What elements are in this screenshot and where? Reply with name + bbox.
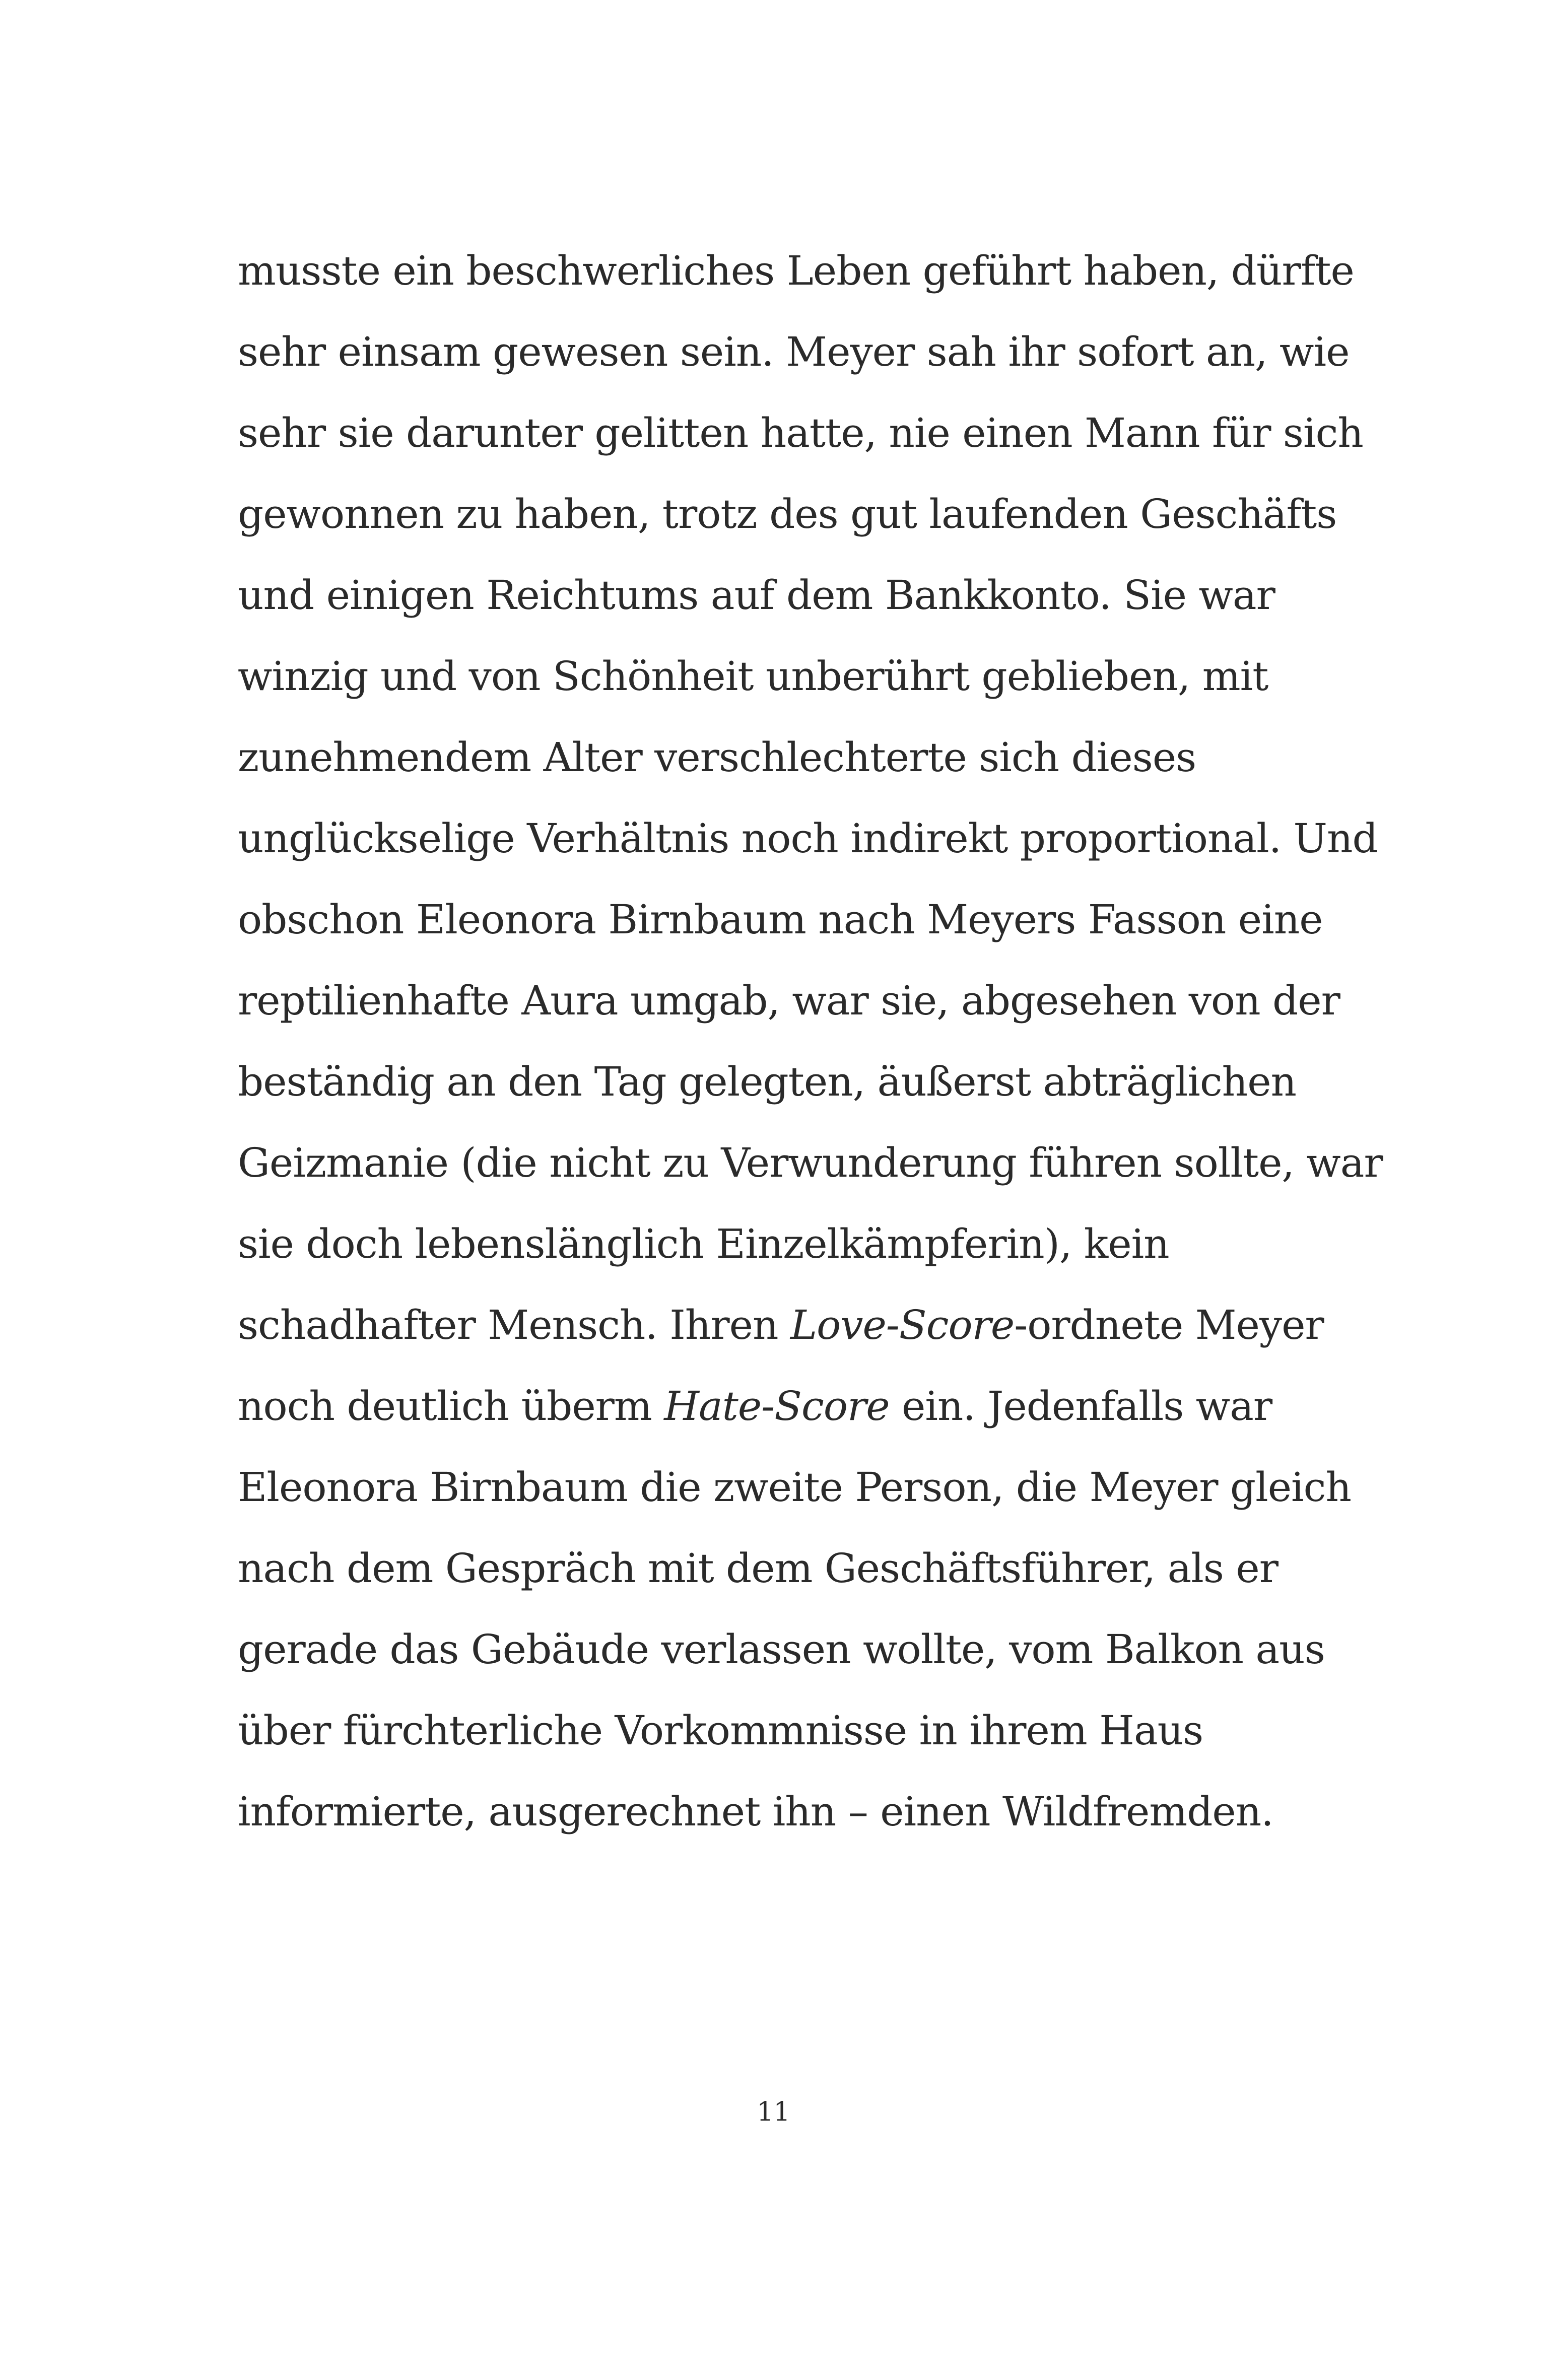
text-line: und einigen Reichtums auf dem Bankkonto. Sie war (238, 572, 1275, 619)
text-line: gerade das Gebäude verlassen wollte, vom Balkon aus (238, 1626, 1325, 1673)
text-line: musste ein beschwerliches Leben geführt haben, dürfte (238, 247, 1354, 294)
text-line: beständig an den Tag gelegten, äußerst abträglichen (238, 1058, 1297, 1105)
text-line: winzig und von Schönheit unberührt geblieben, mit (238, 653, 1268, 700)
text-line (238, 1290, 1346, 1371)
text-line: sehr einsam gewesen sein. Meyer sah ihr sofort an, wie (238, 328, 1350, 375)
text-run: schadhafter Mensch. Ihren (238, 1302, 790, 1348)
text-line: sie doch lebenslänglich Einzelkämpferin), kein (238, 1220, 1169, 1267)
text-line: unglückselige Verhältnis noch indirekt proportional. Und (238, 815, 1378, 862)
text-line: informierte, ausgerechnet ihn – einen Wildfremden. (238, 1788, 1273, 1835)
text-line: über fürchterliche Vorkommnisse in ihrem Haus (238, 1707, 1203, 1754)
text-run: noch deutlich überm (238, 1383, 664, 1430)
body-text (238, 236, 1383, 1858)
text-line: Eleonora Birnbaum die zweite Person, die Meyer gleich (238, 1464, 1351, 1511)
italic-term: Love-Score (790, 1302, 1015, 1348)
text-line: reptilienhafte Aura umgab, war sie, abgesehen von der (238, 977, 1340, 1024)
text-run: ein. Jedenfalls war (889, 1383, 1272, 1430)
text-line: Geizmanie (die nicht zu Verwunderung führen sollte, war (238, 1139, 1383, 1186)
text-line (238, 1371, 1346, 1452)
text-line: sehr sie darunter gelitten hatte, nie einen Mann für sich (238, 410, 1363, 456)
text-line: nach dem Gespräch mit dem Geschäftsführer, als er (238, 1545, 1278, 1592)
text-run: -ordnete Meyer (1014, 1302, 1324, 1348)
text-line: obschon Eleonora Birnbaum nach Meyers Fasson eine (238, 896, 1323, 943)
page-number: 11 (757, 2097, 790, 2127)
italic-term: Hate-Score (664, 1383, 890, 1430)
text-line: gewonnen zu haben, trotz des gut laufenden Geschäfts (238, 491, 1337, 537)
text-line: zunehmendem Alter verschlechterte sich dieses (238, 734, 1196, 781)
